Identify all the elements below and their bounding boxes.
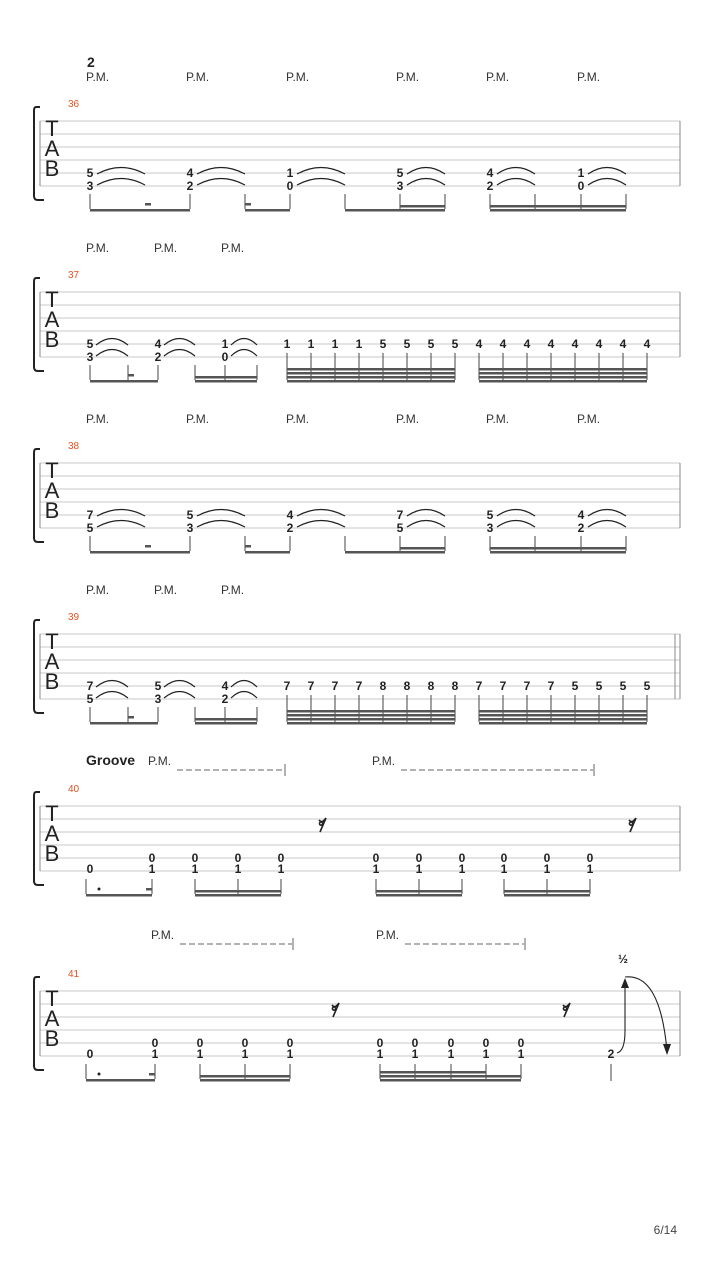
fret-number: 2	[286, 521, 294, 535]
fret-number: 4	[577, 508, 585, 522]
fret-number: 8	[379, 679, 387, 693]
fret-number: 4	[475, 337, 483, 351]
palm-mute-label: P.M.	[86, 241, 110, 255]
fret-number: 2	[577, 521, 585, 535]
beam	[195, 722, 257, 725]
beam	[245, 551, 290, 554]
fret-number: 7	[355, 679, 363, 693]
fret-number: 5	[154, 679, 162, 693]
tab-clef-letter: T	[45, 629, 59, 654]
beam	[490, 551, 626, 554]
beam	[479, 368, 647, 371]
tab-clef-letter: A	[44, 821, 60, 846]
beam	[479, 372, 647, 375]
beam	[145, 545, 151, 548]
palm-mute-label: P.M.	[286, 412, 310, 426]
measure-number: 39	[68, 612, 80, 623]
palm-mute-label: P.M.	[396, 70, 420, 84]
fret-number: 3	[86, 350, 94, 364]
fret-number: 1	[277, 862, 285, 876]
beam	[479, 722, 647, 725]
fret-number: 0	[234, 851, 242, 865]
fret-number: 1	[234, 862, 242, 876]
tie-arc	[297, 179, 345, 186]
beam	[479, 714, 647, 717]
fret-number: 0	[241, 1036, 249, 1050]
fret-number: 7	[475, 679, 483, 693]
tab-clef-letter: B	[44, 1026, 60, 1051]
tab-clef-letter: B	[44, 156, 60, 181]
beam	[128, 716, 134, 719]
tie-arc	[231, 350, 257, 357]
fret-number: 5	[86, 337, 94, 351]
beam	[479, 718, 647, 721]
beam	[287, 372, 455, 375]
fret-number: 5	[86, 166, 94, 180]
fret-number: 5	[86, 692, 94, 706]
fret-number: 1	[286, 1047, 294, 1061]
fret-number: 0	[286, 1036, 294, 1050]
measure-number: 40	[68, 784, 80, 795]
fret-number: 5	[186, 508, 194, 522]
fret-number: 7	[86, 508, 94, 522]
tie-arc	[231, 692, 257, 699]
fret-number: 5	[571, 679, 579, 693]
fret-number: 7	[396, 508, 404, 522]
fret-number: 5	[396, 521, 404, 535]
fret-number: 4	[486, 166, 494, 180]
fret-number: 0	[482, 1036, 490, 1050]
beam	[200, 1075, 290, 1078]
fret-number: 1	[286, 166, 294, 180]
fret-number: 2	[607, 1047, 615, 1061]
fret-number: 1	[148, 862, 156, 876]
fret-number: 2	[486, 179, 494, 193]
beam	[195, 894, 281, 897]
tie-arc	[97, 521, 145, 528]
release-curve	[625, 977, 667, 1051]
fret-number: 4	[643, 337, 651, 351]
fret-number: 0	[500, 851, 508, 865]
fret-number: 5	[595, 679, 603, 693]
fret-number: 7	[86, 679, 94, 693]
release-arrowhead	[663, 1044, 671, 1055]
fret-number: 1	[517, 1047, 525, 1061]
beam	[380, 1075, 521, 1078]
tie-arc	[497, 179, 535, 186]
fret-number: 4	[547, 337, 555, 351]
fret-number: 1	[372, 862, 380, 876]
beam	[146, 888, 152, 891]
fret-number: 4	[619, 337, 627, 351]
beam	[145, 203, 151, 206]
tie-arc	[164, 692, 195, 699]
palm-mute-label: P.M.	[577, 70, 601, 84]
fret-number: 5	[396, 166, 404, 180]
beam	[376, 890, 462, 893]
beam	[245, 203, 251, 206]
rest-symbol	[563, 1003, 570, 1017]
fret-number: 4	[286, 508, 294, 522]
tab-clef-letter: A	[44, 478, 60, 503]
fret-number: 2	[221, 692, 229, 706]
fret-number: 1	[331, 337, 339, 351]
fret-number: 7	[523, 679, 531, 693]
beam	[287, 376, 455, 379]
tab-clef-letter: A	[44, 649, 60, 674]
fret-number: 3	[86, 179, 94, 193]
beam	[490, 547, 626, 550]
beam	[479, 710, 647, 713]
palm-mute-label: P.M.	[286, 70, 310, 84]
palm-mute-label: P.M.	[151, 928, 175, 942]
fret-number: 1	[415, 862, 423, 876]
measure-number: 41	[68, 969, 80, 980]
fret-number: 0	[577, 179, 585, 193]
palm-mute-label: P.M.	[486, 412, 510, 426]
fret-number: 1	[500, 862, 508, 876]
fret-number: 0	[148, 851, 156, 865]
tie-arc	[96, 692, 128, 699]
beam	[128, 374, 134, 377]
fret-number: 3	[396, 179, 404, 193]
palm-mute-label: P.M.	[186, 412, 210, 426]
beam	[490, 205, 626, 208]
tie-arc	[164, 350, 195, 357]
tie-arc	[96, 350, 128, 357]
groove-label: Groove	[86, 752, 136, 768]
fret-number: 1	[151, 1047, 159, 1061]
fret-number: 0	[458, 851, 466, 865]
tie-arc	[197, 521, 245, 528]
fret-number: 1	[586, 862, 594, 876]
tie-arc	[588, 179, 626, 186]
beam	[287, 722, 455, 725]
beam	[149, 1073, 155, 1076]
palm-mute-label: P.M.	[221, 241, 245, 255]
tab-clef-letter: T	[45, 116, 59, 141]
fret-number: 8	[451, 679, 459, 693]
tab-clef-letter: B	[44, 669, 60, 694]
fret-number: 0	[277, 851, 285, 865]
beam	[245, 545, 251, 548]
palm-mute-label: P.M.	[86, 583, 110, 597]
dot	[98, 1073, 101, 1076]
beam	[376, 894, 462, 897]
palm-mute-label: P.M.	[154, 241, 178, 255]
tie-arc	[407, 521, 445, 528]
beam	[245, 209, 290, 212]
beam	[90, 380, 158, 383]
beam	[345, 209, 445, 212]
palm-mute-label: P.M.	[372, 754, 396, 768]
fret-number: 7	[547, 679, 555, 693]
fret-number: 4	[499, 337, 507, 351]
tab-clef-letter: A	[44, 136, 60, 161]
fret-number: 1	[458, 862, 466, 876]
fret-number: 1	[355, 337, 363, 351]
tie-arc	[197, 179, 245, 186]
fret-number: 8	[427, 679, 435, 693]
beam	[90, 722, 158, 725]
fret-number: 0	[411, 1036, 419, 1050]
palm-mute-label: P.M.	[396, 412, 420, 426]
tie-arc	[97, 179, 145, 186]
measure-number: 38	[68, 441, 80, 452]
fret-number: 0	[221, 350, 229, 364]
palm-mute-label: P.M.	[186, 70, 210, 84]
fret-number: 4	[221, 679, 229, 693]
fret-number: 4	[154, 337, 162, 351]
fret-number: 5	[619, 679, 627, 693]
tie-arc	[297, 521, 345, 528]
palm-mute-label: P.M.	[486, 70, 510, 84]
fret-number: 1	[241, 1047, 249, 1061]
fret-number: 4	[595, 337, 603, 351]
fret-number: 3	[154, 692, 162, 706]
fret-number: 1	[221, 337, 229, 351]
rest-symbol	[629, 818, 636, 832]
fret-number: 0	[86, 862, 94, 876]
fret-number: 5	[643, 679, 651, 693]
palm-mute-label: P.M.	[86, 412, 110, 426]
rest-symbol	[332, 1003, 339, 1017]
fret-number: 1	[411, 1047, 419, 1061]
fret-number: 2	[186, 179, 194, 193]
beam	[200, 1079, 290, 1082]
fret-number: 0	[447, 1036, 455, 1050]
beam	[479, 376, 647, 379]
fret-number: 3	[186, 521, 194, 535]
measure-number: 36	[68, 99, 80, 110]
fret-number: 1	[196, 1047, 204, 1061]
beam	[287, 714, 455, 717]
fret-number: 1	[191, 862, 199, 876]
fret-number: 4	[571, 337, 579, 351]
palm-mute-label: P.M.	[154, 583, 178, 597]
fret-number: 0	[151, 1036, 159, 1050]
fret-number: 5	[379, 337, 387, 351]
fret-number: 8	[403, 679, 411, 693]
fret-number: 7	[499, 679, 507, 693]
beam	[345, 551, 445, 554]
fret-number: 0	[196, 1036, 204, 1050]
fret-number: 1	[577, 166, 585, 180]
fret-number: 4	[523, 337, 531, 351]
tab-clef-letter: B	[44, 841, 60, 866]
tab-clef-letter: A	[44, 1006, 60, 1031]
beam	[490, 209, 626, 212]
fret-number: 1	[283, 337, 291, 351]
tab-clef-letter: A	[44, 307, 60, 332]
fret-number: 0	[415, 851, 423, 865]
tie-arc	[497, 521, 535, 528]
beam	[287, 710, 455, 713]
fret-number: 0	[191, 851, 199, 865]
beam	[380, 1071, 486, 1074]
dot	[98, 888, 101, 891]
fret-number: 1	[482, 1047, 490, 1061]
tie-arc	[588, 521, 626, 528]
beam	[195, 380, 257, 383]
section-number: 2	[87, 54, 95, 70]
rest-symbol	[319, 818, 326, 832]
fret-number: 0	[372, 851, 380, 865]
beam	[400, 205, 445, 208]
beam	[86, 1079, 155, 1082]
fret-number: 1	[543, 862, 551, 876]
palm-mute-label: P.M.	[221, 583, 245, 597]
fret-number: 5	[86, 521, 94, 535]
tab-clef-letter: T	[45, 801, 59, 826]
fret-number: 0	[517, 1036, 525, 1050]
tab-clef-letter: T	[45, 458, 59, 483]
fret-number: 7	[283, 679, 291, 693]
palm-mute-label: P.M.	[577, 412, 601, 426]
measure-number: 37	[68, 270, 80, 281]
beam	[90, 551, 190, 554]
bend-arrowhead	[621, 978, 629, 988]
tab-clef-letter: T	[45, 287, 59, 312]
fret-number: 0	[586, 851, 594, 865]
beam	[195, 890, 281, 893]
palm-mute-label: P.M.	[86, 70, 110, 84]
tab-clef-letter: B	[44, 498, 60, 523]
beam	[287, 368, 455, 371]
beam	[504, 894, 590, 897]
tie-arc	[407, 179, 445, 186]
fret-number: 0	[376, 1036, 384, 1050]
beam	[90, 209, 190, 212]
beam	[479, 380, 647, 383]
fret-number: 1	[307, 337, 315, 351]
beam	[287, 380, 455, 383]
tab-clef-letter: B	[44, 327, 60, 352]
palm-mute-label: P.M.	[376, 928, 400, 942]
fret-number: 0	[543, 851, 551, 865]
beam	[86, 894, 152, 897]
fret-number: 7	[331, 679, 339, 693]
tab-clef-letter: T	[45, 986, 59, 1011]
fret-number: 0	[86, 1047, 94, 1061]
palm-mute-label: P.M.	[148, 754, 172, 768]
fret-number: 0	[286, 179, 294, 193]
beam	[504, 890, 590, 893]
fret-number: 5	[427, 337, 435, 351]
fret-number: 2	[154, 350, 162, 364]
beam	[400, 547, 445, 550]
fret-number: 5	[486, 508, 494, 522]
bend-amount: ½	[617, 952, 629, 966]
beam	[195, 718, 257, 721]
fret-number: 3	[486, 521, 494, 535]
beam	[287, 718, 455, 721]
fret-number: 4	[186, 166, 194, 180]
beam	[380, 1079, 521, 1082]
fret-number: 1	[447, 1047, 455, 1061]
fret-number: 5	[451, 337, 459, 351]
fret-number: 1	[376, 1047, 384, 1061]
beam	[195, 376, 257, 379]
fret-number: 7	[307, 679, 315, 693]
fret-number: 5	[403, 337, 411, 351]
page-number: 6/14	[653, 1223, 677, 1237]
